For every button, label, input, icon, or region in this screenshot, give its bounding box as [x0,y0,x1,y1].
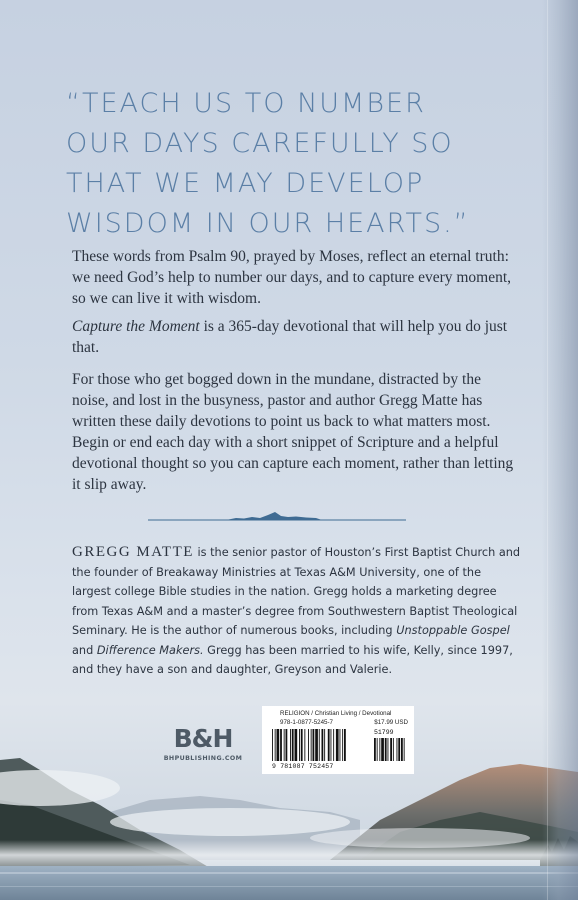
barcode-addon-bar [404,738,405,761]
barcode-bar [299,729,300,761]
barcode-bar [286,729,288,761]
barcode-bar [290,729,291,761]
barcode-bar [301,729,303,761]
book-title: Capture the Moment [72,318,200,335]
book-unstoppable-gospel: Unstoppable Gospel [396,624,510,637]
barcode-bar [272,729,273,761]
barcode-addon-bar [385,738,387,761]
description-paragraph-2-text: is a 365-day devotional that will help you do just that. [72,318,508,356]
barcode-bar [284,729,285,761]
barcode-bar [277,729,280,761]
bio-and: and [72,643,97,657]
barcode-addon-bar [377,738,378,761]
barcode-isbn: 978-1-0877-5245-7 [280,719,333,726]
barcode-addon-bar [379,738,380,761]
mountain-divider [148,507,406,523]
barcode-price: $17.99 USD [374,719,408,726]
barcode-bar [275,729,276,761]
author-name: GREGG MATTE [72,544,194,560]
barcode-bar [308,729,309,761]
barcode-bar [295,729,298,761]
publisher-url: BHPUBLISHING.COM [163,755,243,762]
barcode-number: 9 781087 752457 [272,763,334,770]
barcode-bar [324,729,325,761]
description-paragraph-1: These words from Psalm 90, prayed by Moses, reflect an eternal truth: we need God’s help to number our days, and to capture every moment, so we can live it with wisdom. [72,248,512,307]
barcode-addon-bar [393,738,394,761]
author-bio [72,543,522,680]
barcode-bar [311,729,312,761]
barcode-category: RELIGION / Christian Living / Devotional [280,710,392,717]
barcode-bar [315,729,318,761]
barcode-addon-bar [397,738,398,761]
barcode-bar [328,729,330,761]
barcode-bar [331,729,332,761]
book-difference-makers: Difference Makers. [96,643,204,657]
barcode-bar [342,729,343,761]
spine-edge [547,0,548,900]
barcode-addon-bar [390,738,392,761]
barcode-addon-bar [401,738,403,761]
barcode-bar [319,729,320,761]
barcode-bar [322,729,324,761]
barcode-bar [280,729,282,761]
barcode-bar [333,729,334,761]
scripture-quote: “TEACH US TO NUMBER OUR DAYS CAREFULLY SO THAT WE MAY DEVELOP WISDOM IN OUR HEARTS.” [66,88,470,239]
barcode-addon-bar [381,738,384,761]
publisher-logo [162,725,244,762]
barcode-bar [292,729,294,761]
description-paragraph-3: For those who get bogged down in the mundane, distracted by the noise, and lost in the busyness, pastor and author Gregg Matte has written these daily devotions to point us back to what matters most. Begin or end each day with a short snippet of Scripture and a helpful devotional thought so you can capture each moment, rather than letting it slip away. [72,371,514,493]
bio-text-1: is the senior pastor of Houston’s First Baptist Church and the founder of Breakaway Ministries at Texas A&M University, one of the largest college Bible studies in the nation. Gregg holds a marketing degree from Texas A&M and a master’s degree from Southwestern Baptist Theological Seminary. He is the author of numerous books, including [72,546,521,637]
bh-logo-mark: B&H [173,724,233,753]
barcode-addon-bar [388,738,389,761]
barcode-addon-bar [374,738,376,761]
barcode-bar [336,729,339,761]
barcode-label [262,706,414,774]
barcode-bar [304,729,305,761]
barcode-addon-bar [398,738,400,761]
barcode-addon-number: 51799 [374,729,394,736]
barcode-bar [344,729,346,761]
description-paragraph-2 [72,316,517,358]
bio-text-2: Gregg has been married to his wife, Kelly, since 1997, and they have a son and daughter, Greyson and Valerie. [72,643,513,676]
barcode-bar [340,729,341,761]
barcode-bar [313,729,315,761]
